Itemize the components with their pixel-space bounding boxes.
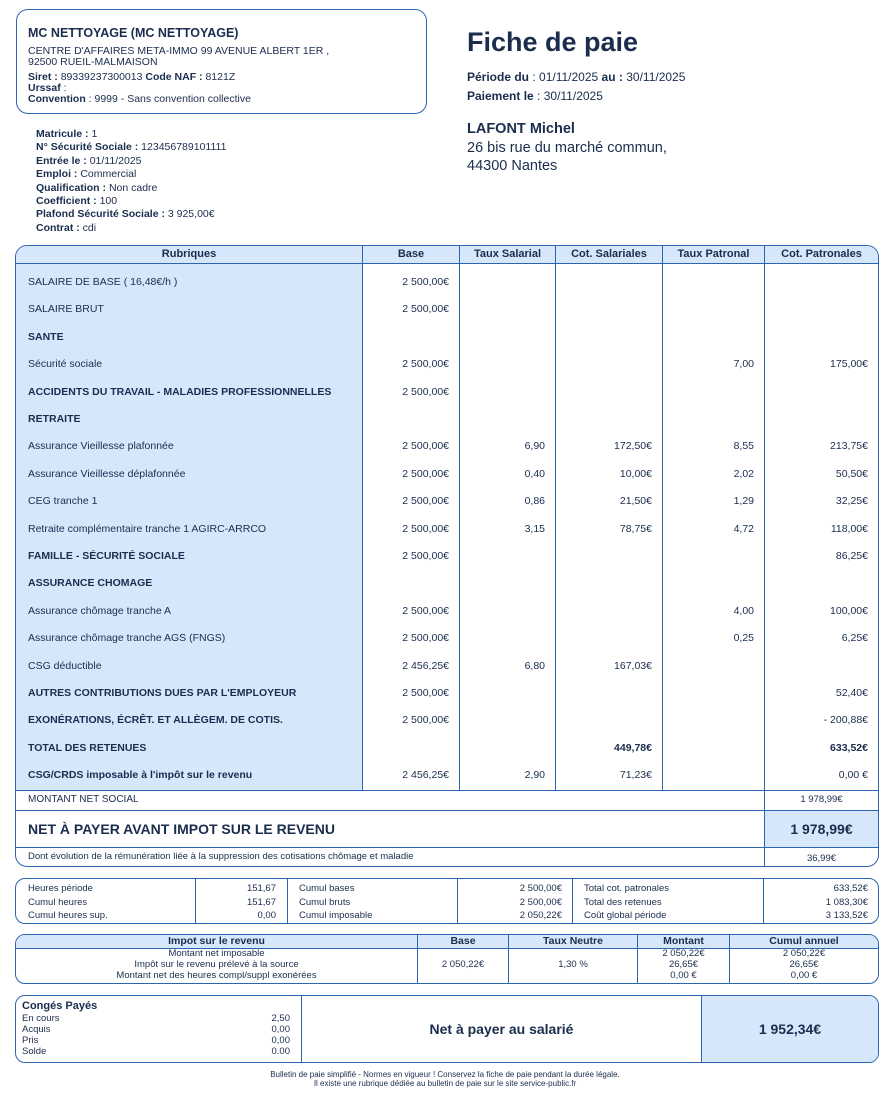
- row-cp-value: 50,50€: [835, 467, 868, 480]
- row-cp-value: - 200,88€: [823, 714, 868, 727]
- info-label: Matricule :: [36, 128, 89, 140]
- page-title: Fiche de paie: [467, 27, 639, 57]
- row-tp-value: 1,29: [733, 495, 754, 508]
- info-secu: [36, 141, 226, 154]
- row-cs-value: 10,00€: [619, 467, 652, 480]
- table-row: [16, 516, 878, 543]
- employee-address1: 26 bis rue du marché commun,: [467, 139, 667, 156]
- info-value: 100: [99, 195, 118, 208]
- table-row: [16, 653, 878, 680]
- row-cp-value: 118,00€: [830, 522, 868, 535]
- col-divider: [572, 879, 573, 924]
- row-base-value: 2 500,00€: [402, 550, 449, 562]
- evolution-label: Dont évolution de la rémunération liée à la suppression des cotisations chômage et maladie: [28, 851, 414, 862]
- employee-info-list: [36, 128, 226, 235]
- table-row: [16, 680, 878, 707]
- info-qualification: [36, 182, 226, 195]
- table-row: [16, 735, 878, 762]
- info-plafond: [36, 208, 226, 221]
- impot-cumul: 26,65€: [789, 958, 819, 970]
- impot-base-value: 2 050,22€: [441, 959, 485, 970]
- row-label: Assurance chômage tranche A: [28, 604, 172, 617]
- periode-from: : 01/11/2025: [532, 70, 599, 84]
- info-coefficient: [36, 195, 226, 208]
- impot-cumul: 0,00 €: [790, 969, 818, 981]
- cumul-imposable-label: Cumul imposable: [299, 910, 373, 921]
- info-entree: [36, 155, 226, 168]
- conges-acquis-value: 0,00: [271, 1024, 290, 1035]
- net-salarie-label: Net à payer au salarié: [429, 1021, 574, 1037]
- info-value: cdi: [82, 221, 97, 234]
- urssaf-label: Urssaf: [28, 82, 61, 94]
- row-base-value: 2 500,00€: [402, 358, 449, 371]
- row-tp-value: 4,00: [733, 604, 754, 617]
- net-salarie-value: 1 952,34€: [758, 1021, 822, 1037]
- payslip-table: [15, 245, 879, 867]
- employer-box: [16, 9, 427, 114]
- footer-line2: Il existe une rubrique dédiée au bulletin de paie sur le site service-public.fr: [313, 1079, 577, 1088]
- employer-address-line2: 92500 RUEIL-MALMAISON: [28, 56, 158, 68]
- info-label: Entrée le :: [36, 154, 87, 167]
- row-base-value: 2 500,00€: [402, 604, 449, 617]
- employer-siret-line: [28, 72, 414, 83]
- row-cp-value: 213,75€: [830, 440, 868, 453]
- row-tp-value: 7,00: [733, 358, 754, 371]
- row-cs-value: 21,50€: [619, 495, 652, 508]
- row-cp-value: 52,40€: [835, 687, 868, 699]
- row-label: SANTE: [28, 330, 64, 343]
- conges-labels: [22, 1013, 60, 1057]
- net-social-value: 1 978,99€: [800, 794, 843, 805]
- row-ts-value: 6,80: [524, 659, 545, 672]
- conges-en-cours-label: En cours: [22, 1013, 60, 1024]
- header-taux-patronal: Taux Patronal: [663, 246, 764, 263]
- conges-en-cours-value: 2,50: [271, 1013, 290, 1024]
- header-base: Base: [363, 246, 459, 263]
- row-label: EXONÉRATIONS, ÉCRÊT. ET ALLÈGEM. DE COTIS.: [28, 714, 283, 727]
- info-label: Contrat :: [36, 221, 80, 234]
- summary-col2-values: [458, 882, 562, 923]
- periode-to: 30/11/2025: [626, 70, 686, 84]
- info-value: Commercial: [80, 168, 137, 181]
- row-cp-value: 0,00 €: [838, 769, 868, 782]
- conges-solde-label: Solde: [22, 1046, 47, 1057]
- table-row: [16, 296, 878, 323]
- row-label: CSG déductible: [28, 659, 102, 672]
- net-avant-label: NET À PAYER AVANT IMPOT SUR LE REVENU: [28, 821, 335, 837]
- employee-address2: 44300 Nantes: [467, 158, 558, 174]
- row-ts-value: 3,15: [524, 522, 545, 535]
- cumul-bruts-label: Cumul bruts: [299, 896, 351, 908]
- row-label: Retraite complémentaire tranche 1 AGIRC-ARRCO: [28, 522, 267, 535]
- row-base-value: 2 500,00€: [402, 276, 449, 288]
- conges-pris-value: 0,00: [271, 1035, 290, 1046]
- impot-label-net-imposable: Montant net imposable: [168, 948, 265, 959]
- employer-convention-line: [28, 94, 414, 105]
- info-emploi: [36, 168, 226, 181]
- info-label: N° Sécurité Sociale :: [36, 141, 139, 154]
- cumul-bruts-value: 2 500,00€: [519, 896, 562, 908]
- row-label: CEG tranche 1: [28, 495, 98, 508]
- impot-header-label: Impot sur le revenu: [168, 935, 265, 947]
- cumul-imposable-value: 2 050,22€: [519, 910, 562, 921]
- convention-value: : 9999 - Sans convention collective: [88, 93, 251, 105]
- net-social-label: MONTANT NET SOCIAL: [28, 794, 139, 805]
- cumul-heures-sup-label: Cumul heures sup.: [28, 910, 108, 921]
- impot-cumuls: [730, 949, 878, 981]
- header-taux-salarial: Taux Salarial: [460, 246, 555, 263]
- impot-table: [15, 934, 879, 984]
- periode-au-label: au :: [601, 70, 623, 84]
- row-base-value: 2 500,00€: [402, 303, 449, 316]
- conges-net-box: [15, 995, 879, 1063]
- impot-cumul: 2 050,22€: [782, 948, 826, 959]
- row-base-value: 2 500,00€: [402, 467, 449, 480]
- row-label: AUTRES CONTRIBUTIONS DUES PAR L'EMPLOYEUR: [28, 687, 297, 699]
- table-row: [16, 570, 878, 597]
- row-base-value: 2 500,00€: [402, 687, 449, 699]
- evolution-value: 36,99€: [806, 853, 837, 864]
- cumul-heures-label: Cumul heures: [28, 896, 88, 908]
- info-label: Plafond Sécurité Sociale :: [36, 208, 165, 221]
- impot-montant: 2 050,22€: [662, 948, 705, 959]
- row-cp-value: 633,52€: [830, 741, 868, 754]
- row-label: ASSURANCE CHOMAGE: [28, 577, 153, 590]
- net-avant-value: 1 978,99€: [790, 821, 853, 837]
- row-cp-value: 32,25€: [835, 495, 868, 508]
- heures-periode-value: 151,67: [246, 883, 276, 894]
- conges-values: [216, 1013, 290, 1057]
- summary-col3-values: [764, 882, 868, 923]
- table-row: [16, 324, 878, 351]
- row-cp-value: 6,25€: [841, 632, 868, 645]
- summary-col3-labels: [584, 882, 669, 923]
- paiement-line: [467, 89, 603, 103]
- periode-line: [467, 70, 685, 84]
- row-label: SALAIRE BRUT: [28, 303, 104, 316]
- row-label: FAMILLE - SÉCURITÉ SOCIALE: [28, 550, 185, 562]
- total-retenues-label: Total des retenues: [584, 896, 662, 908]
- row-cp-value: 86,25€: [835, 550, 868, 562]
- info-label: Coefficient :: [36, 195, 97, 208]
- row-ts-value: 6,90: [524, 440, 545, 453]
- naf-value: 8121Z: [205, 71, 236, 83]
- table-row: [16, 488, 878, 515]
- row-label: RETRAITE: [28, 413, 81, 425]
- row-label: TOTAL DES RETENUES: [28, 741, 147, 754]
- conges-acquis-label: Acquis: [22, 1024, 51, 1035]
- info-matricule: [36, 128, 226, 141]
- convention-label: Convention: [28, 93, 86, 105]
- row-tp-value: 2,02: [733, 467, 754, 480]
- row-cp-value: 175,00€: [830, 358, 868, 371]
- employee-name: LAFONT Michel: [467, 121, 575, 137]
- info-contrat: [36, 222, 226, 235]
- table-row: [16, 379, 878, 406]
- footer-line1: Bulletin de paie simplifié - Normes en vigueur ! Conservez la fiche de paie pendant la durée légale.: [270, 1070, 620, 1079]
- row-label: ACCIDENTS DU TRAVAIL - MALADIES PROFESSIONNELLES: [28, 385, 332, 398]
- row-ts-value: 0,40: [524, 467, 545, 480]
- row-base-value: 2 500,00€: [402, 440, 449, 453]
- table-row: [16, 543, 878, 570]
- cumul-bases-value: 2 500,00€: [519, 883, 562, 894]
- impot-label-prelevement: Impôt sur le revenu prélevé à la source: [134, 958, 299, 970]
- impot-montant: 0,00 €: [670, 969, 697, 981]
- header-rubriques: Rubriques: [16, 246, 362, 263]
- row-cs-value: 172,50€: [614, 440, 652, 453]
- row-base-value: 2 456,25€: [402, 659, 449, 672]
- siret-value: 89339237300013: [60, 71, 143, 83]
- info-value: 3 925,00€: [167, 208, 215, 221]
- header-divider: [16, 263, 878, 264]
- cumul-heures-sup-value: 0,00: [257, 910, 276, 921]
- impot-header-base: Base: [450, 935, 476, 947]
- table-row: [16, 762, 878, 789]
- row-base-value: 2 500,00€: [402, 495, 449, 508]
- row-label: CSG/CRDS imposable à l'impôt sur le revenu: [28, 769, 253, 782]
- row-tp-value: 8,55: [733, 440, 754, 453]
- heures-periode-label: Heures période: [28, 883, 93, 894]
- employer-name: MC NETTOYAGE (MC NETTOYAGE): [28, 26, 239, 40]
- info-value: 01/11/2025: [89, 154, 142, 167]
- row-cp-value: 100,00€: [830, 604, 868, 617]
- employee-address-block: [467, 120, 667, 176]
- table-row: [16, 625, 878, 652]
- table-row: [16, 461, 878, 488]
- row-base-value: 2 500,00€: [402, 385, 449, 398]
- impot-header-cumul: Cumul annuel: [769, 935, 839, 947]
- row-tp-value: 4,72: [733, 522, 754, 535]
- paiement-label: Paiement le: [467, 89, 534, 103]
- impot-taux-value: 1,30 %: [558, 959, 588, 970]
- info-value: Non cadre: [108, 181, 158, 194]
- table-row: [16, 707, 878, 734]
- table-row: [16, 269, 878, 296]
- summary-col1-values: [196, 882, 276, 923]
- total-cot-patronales-value: 633,52€: [833, 883, 868, 894]
- row-label: Assurance Vieillesse plafonnée: [28, 440, 174, 453]
- cout-global-label: Coût global période: [584, 910, 667, 921]
- row-label: SALAIRE DE BASE ( 16,48€/h ): [28, 276, 178, 288]
- impot-labels: [16, 949, 417, 981]
- row-base-value: 2 500,00€: [402, 522, 449, 535]
- info-value: 1: [91, 128, 98, 140]
- row-tp-value: 0,25: [733, 632, 754, 645]
- row-base-value: 2 500,00€: [402, 714, 449, 727]
- total-cot-patronales-label: Total cot. patronales: [584, 883, 670, 894]
- info-label: Emploi :: [36, 168, 78, 181]
- impot-label-heures-sup: Montant net des heures compl/suppl exonérées: [116, 969, 317, 981]
- table-row: [16, 598, 878, 625]
- table-row: [16, 351, 878, 378]
- col-divider: [287, 879, 288, 924]
- table-row: [16, 406, 878, 433]
- cout-global-value: 3 133,52€: [825, 910, 868, 921]
- info-label: Qualification :: [36, 181, 107, 194]
- total-retenues-value: 1 083,30€: [825, 896, 868, 908]
- employer-address-line1: CENTRE D'AFFAIRES META-IMMO 99 AVENUE ALBERT 1ER ,: [28, 45, 330, 57]
- conges-solde-value: 0.00: [271, 1046, 290, 1057]
- cumul-summary: [15, 878, 879, 924]
- info-value: 123456789101111: [141, 141, 227, 154]
- row-cs-value: 71,23€: [619, 769, 652, 782]
- row-ts-value: 2,90: [524, 769, 545, 782]
- summary-col1-labels: [28, 882, 108, 923]
- row-label: Assurance chômage tranche AGS (FNGS): [28, 632, 226, 645]
- row-label: Assurance Vieillesse déplafonnée: [28, 467, 186, 480]
- table-row: [16, 433, 878, 460]
- urssaf-value: :: [63, 82, 67, 94]
- row-ts-value: 0,86: [524, 495, 545, 508]
- row-base-value: 2 456,25€: [402, 769, 449, 782]
- header-cot-salariales: Cot. Salariales: [556, 246, 662, 263]
- row-base-value: 2 500,00€: [402, 632, 449, 645]
- row-label: Sécurité sociale: [28, 358, 103, 371]
- naf-label: Code NAF :: [145, 71, 203, 83]
- impot-montants: [638, 949, 729, 981]
- row-cs-value: 78,75€: [619, 522, 652, 535]
- cumul-heures-value: 151,67: [246, 896, 276, 908]
- siret-label: Siret :: [28, 71, 58, 83]
- impot-montant: 26,65€: [668, 958, 699, 970]
- conges-pris-label: Pris: [22, 1035, 39, 1046]
- impot-header-taux: Taux Neutre: [543, 935, 603, 947]
- cumul-bases-label: Cumul bases: [299, 883, 355, 894]
- row-cs-value: 449,78€: [614, 741, 652, 754]
- header-cot-patronales: Cot. Patronales: [765, 246, 878, 263]
- net-social-divider: [16, 790, 878, 791]
- periode-label: Période du: [467, 70, 530, 84]
- row-cs-value: 167,03€: [614, 659, 652, 672]
- impot-header-montant: Montant: [663, 935, 704, 947]
- paiement-value: : 30/11/2025: [537, 89, 603, 103]
- summary-col2-labels: [299, 882, 372, 923]
- conges-title: Congés Payés: [22, 1000, 98, 1012]
